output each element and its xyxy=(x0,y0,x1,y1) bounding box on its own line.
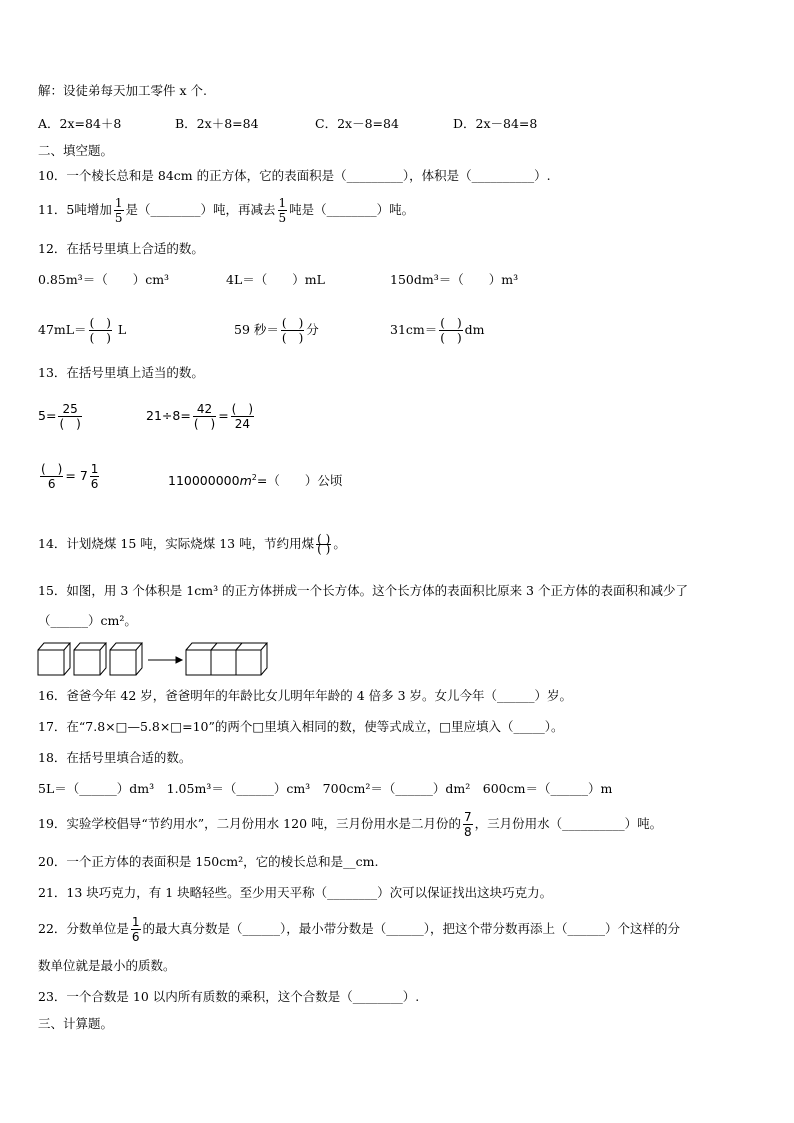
q14: 14．计划烧煤 15 吨，实际烧煤 13 吨，节约用煤 $\frac{( )}{( )}$ 。 xyxy=(38,532,346,556)
q20: 20．一个正方体的表面积是 150cm²，它的棱长总和是__cm. xyxy=(38,854,379,869)
q16: 16．爸爸今年 42 岁，爸爸明年的年龄比女儿明年年龄的 4 倍多 3 岁。女儿今年（______）岁。 xyxy=(38,688,573,703)
option-c: C．2x－8=84 xyxy=(315,116,399,131)
q12-row2: 47mL＝ $\frac{( )}{( )}$ L 59 秒＝ $\frac{( )}{( )}$ 分 31cm＝ $\frac{( )}{( )}$ dm xyxy=(38,316,485,345)
section-3-heading: 三、计算题。 xyxy=(38,1016,114,1031)
fraction: $\frac{1}{5}$ xyxy=(114,196,123,225)
q23: 23．一个合数是 10 以内所有质数的乘积，这个合数是（________）. xyxy=(38,989,420,1004)
option-d: D．2x－84=8 xyxy=(453,116,538,131)
q22-cont: 数单位就是最小的质数。 xyxy=(38,958,176,973)
q12: 12．在括号里填上合适的数。 xyxy=(38,241,204,256)
q21: 21．13 块巧克力，有 1 块略轻些。至少用天平称（________）次可以保证找出这块巧克力。 xyxy=(38,885,553,900)
cube-3 xyxy=(110,643,142,675)
q13: 13．在括号里填上适当的数。 xyxy=(38,365,204,380)
fraction: $\frac{1}{5}$ xyxy=(278,196,287,225)
q15-blank: （______）cm²。 xyxy=(38,613,137,628)
cubes-figure xyxy=(36,638,286,678)
cuboid xyxy=(186,643,267,675)
q18: 18．在括号里填合适的数。 xyxy=(38,750,192,765)
arrow-icon xyxy=(148,657,182,663)
cube-2 xyxy=(74,643,106,675)
q18-row: 5L＝（______）dm³ 1.05m³＝（______）cm³ 700cm²＝（______）dm² 600cm＝（______）m xyxy=(38,781,613,796)
solution-line: 解：设徒弟每天加工零件 x 个. xyxy=(38,83,207,98)
q11: 11．5吨增加 $\frac{1}{5}$ 是（________）吨，再减去 $\frac{1}{5}$ 吨是（________）吨。 xyxy=(38,196,415,225)
q13-row2: $\frac{( )}{6}$ = 7 $\frac{1}{6}$ $110000000m^2=$（ ）公顷 xyxy=(41,462,343,491)
q17: 17．在“7.8×□—5.8×□=10”的两个□里填入相同的数，使等式成立，□里应填入（_____）。 xyxy=(38,719,564,734)
q13-row1: 5= $\frac{25}{( )}$ 21÷8= $\frac{42}{( )}$ = $\frac{( )}{24}$ xyxy=(38,402,254,431)
q22: 22．分数单位是 $\frac{1}{6}$ 的最大真分数是（______），最小带分数是（______），把这个带分数再添上（______）个这样的分 xyxy=(38,915,681,944)
option-a: A．2x=84＋8 xyxy=(38,116,122,131)
option-b: B．2x＋8=84 xyxy=(175,116,259,131)
q19: 19．实验学校倡导“节约用水”，二月份用水 120 吨，三月份用水是二月份的 $\frac{7}{8}$ ，三月份用水（__________）吨。 xyxy=(38,810,663,839)
q15: 15．如图，用 3 个体积是 1cm³ 的正方体拼成一个长方体。这个长方体的表面积比原来 3 个正方体的表面积和减少了 xyxy=(38,583,688,598)
section-2-heading: 二、填空题。 xyxy=(38,143,114,158)
cube-1 xyxy=(38,643,70,675)
q10: 10．一个棱长总和是 84cm 的正方体，它的表面积是（_________），体积是（__________）. xyxy=(38,168,551,183)
